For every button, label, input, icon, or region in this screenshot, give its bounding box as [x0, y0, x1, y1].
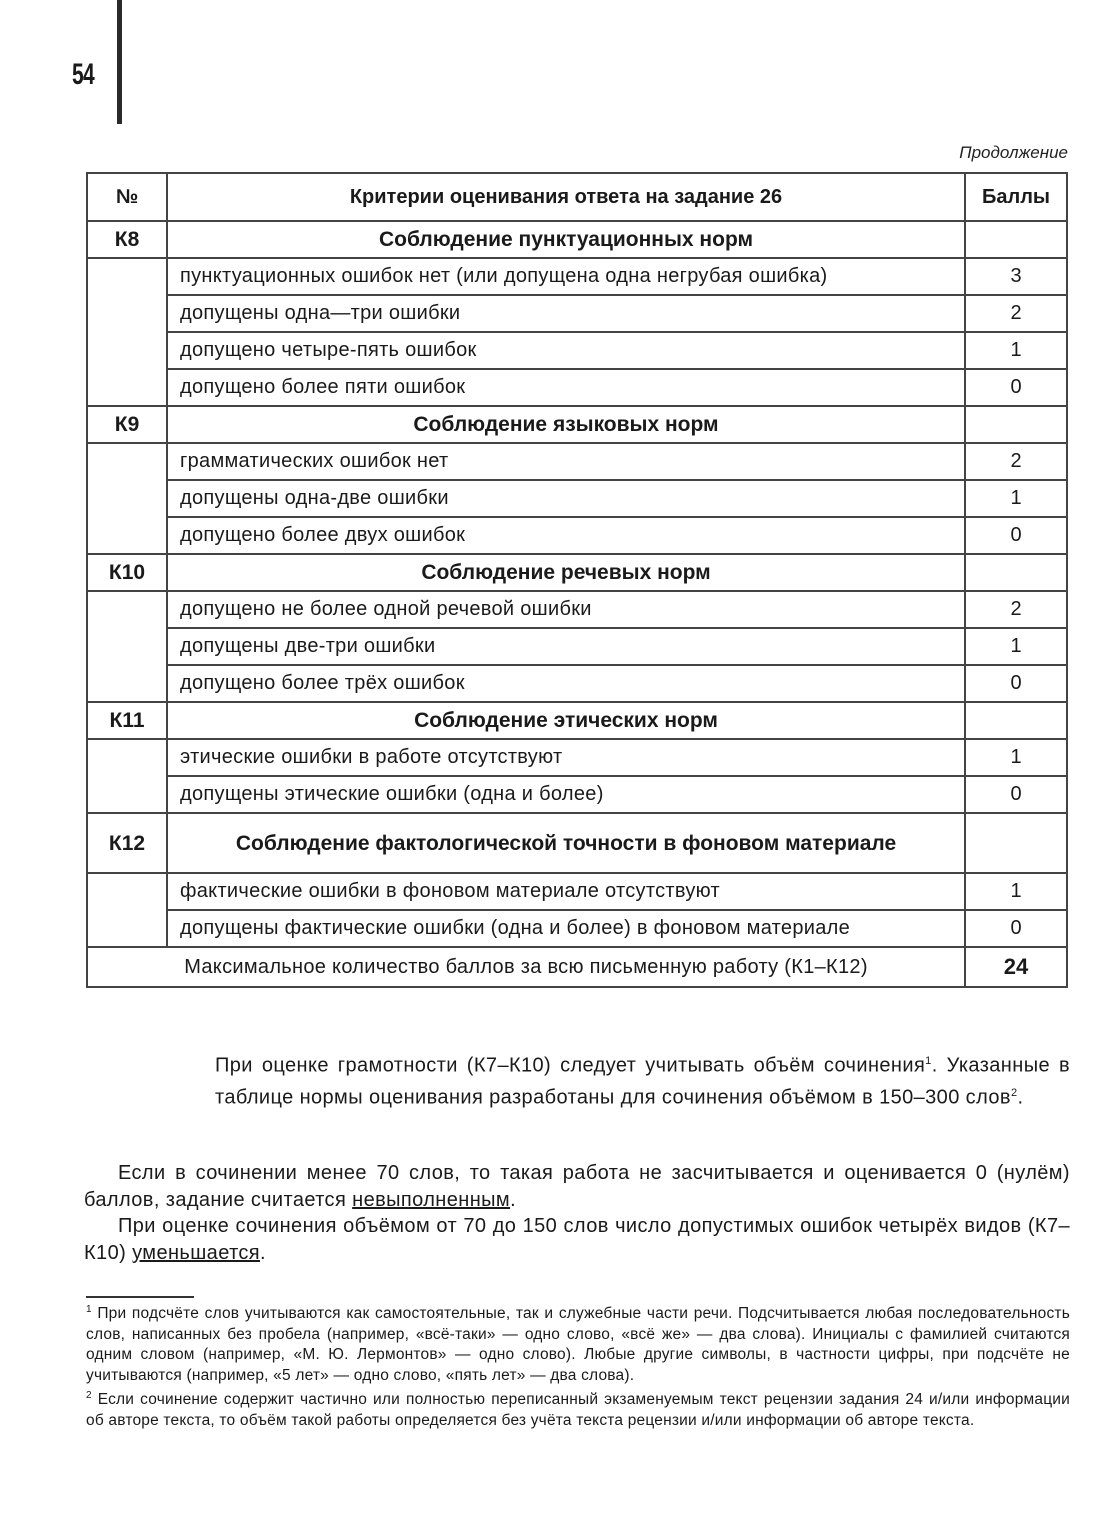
criterion-points: 0 — [965, 517, 1067, 554]
criterion-points: 2 — [965, 295, 1067, 332]
criterion-description: фактические ошибки в фоновом материале отсутствуют — [167, 873, 965, 910]
criterion-points: 0 — [965, 369, 1067, 406]
criterion-points: 1 — [965, 873, 1067, 910]
criterion-points-empty — [965, 406, 1067, 443]
criterion-points-empty — [965, 813, 1067, 873]
margin-rule — [117, 0, 122, 124]
criterion-points: 0 — [965, 910, 1067, 947]
criterion-points: 2 — [965, 591, 1067, 628]
header-num: № — [87, 173, 167, 221]
paragraph-short-essay: При оценке сочинения объёмом от 70 до 150 слов число допустимых ошибок четырёх видов (К7–К10) уменьшается. — [84, 1215, 1070, 1264]
criterion-points: 1 — [965, 480, 1067, 517]
empty-num-cell — [87, 591, 167, 702]
criterion-points: 0 — [965, 665, 1067, 702]
table-row — [87, 628, 1067, 665]
criterion-code: К9 — [87, 406, 167, 443]
criterion-description: допущено более пяти ошибок — [167, 369, 965, 406]
criteria-table — [86, 172, 1068, 988]
continuation-label: Продолжение — [959, 143, 1068, 162]
footnote-divider — [86, 1296, 194, 1298]
criterion-description: допущены две-три ошибки — [167, 628, 965, 665]
empty-num-cell — [87, 443, 167, 554]
criterion-header-row — [87, 813, 1067, 873]
criterion-description: допущены одна-две ошибки — [167, 480, 965, 517]
table-row — [87, 665, 1067, 702]
criterion-points: 1 — [965, 332, 1067, 369]
criterion-description: допущено более трёх ошибок — [167, 665, 965, 702]
table-row — [87, 776, 1067, 813]
criterion-points: 1 — [965, 739, 1067, 776]
criterion-points-empty — [965, 554, 1067, 591]
table-row — [87, 910, 1067, 947]
footnote-2: $^2$ Если сочинение содержит частично или полностью переписанный экзаменуемым текст рецензии задания 24 и/или информации об авторе текста, то объём такой работы определяется без учёта текста рецензии и/или информации об авторе текста. — [86, 1390, 1070, 1429]
criterion-points: 3 — [965, 258, 1067, 295]
criterion-description: допущены одна—три ошибки — [167, 295, 965, 332]
criterion-code: К10 — [87, 554, 167, 591]
header-points: Баллы — [965, 173, 1067, 221]
total-row — [87, 947, 1067, 987]
criterion-points-empty — [965, 221, 1067, 258]
table-row — [87, 873, 1067, 910]
table-row — [87, 258, 1067, 295]
criterion-code: К8 — [87, 221, 167, 258]
paragraph-min-words: Если в сочинении менее 70 слов, то такая работа не засчитывается и оценивается 0 (нулём) баллов, задание считается невыполненным. — [84, 1162, 1070, 1211]
criterion-title: Соблюдение этических норм — [167, 702, 965, 739]
table-row — [87, 517, 1067, 554]
total-label: Максимальное количество баллов за всю письменную работу (К1–К12) — [87, 947, 965, 987]
criterion-description: допущены этические ошибки (одна и более) — [167, 776, 965, 813]
table-row — [87, 369, 1067, 406]
criterion-description: пунктуационных ошибок нет (или допущена одна негрубая ошибка) — [167, 258, 965, 295]
criterion-code: К12 — [87, 813, 167, 873]
criterion-header-row — [87, 702, 1067, 739]
criterion-header-row — [87, 406, 1067, 443]
criterion-points-empty — [965, 702, 1067, 739]
table-row — [87, 443, 1067, 480]
table-row — [87, 591, 1067, 628]
criterion-title: Соблюдение пунктуационных норм — [167, 221, 965, 258]
criterion-header-row — [87, 554, 1067, 591]
criterion-points: 0 — [965, 776, 1067, 813]
criterion-description: допущено четыре-пять ошибок — [167, 332, 965, 369]
header-criteria: Критерии оценивания ответа на задание 26 — [167, 173, 965, 221]
criterion-description: этические ошибки в работе отсутствуют — [167, 739, 965, 776]
criterion-code: К11 — [87, 702, 167, 739]
footnotes — [86, 1300, 1070, 1431]
criterion-description: грамматических ошибок нет — [167, 443, 965, 480]
grammar-note: При оценке грамотности (К7–К10) следует учитывать объём сочинения$^1$. Указанные в таблице нормы оценивания разработаны для сочинения объёмом в 150–300 слов$^2$. — [215, 1054, 1070, 1109]
criterion-points: 2 — [965, 443, 1067, 480]
criterion-title: Соблюдение фактологической точности в фоновом материале — [167, 813, 965, 873]
empty-num-cell — [87, 258, 167, 406]
page-number: 54 — [72, 58, 94, 91]
criterion-header-row — [87, 221, 1067, 258]
empty-num-cell — [87, 873, 167, 947]
table-row — [87, 295, 1067, 332]
empty-num-cell — [87, 739, 167, 813]
criterion-title: Соблюдение языковых норм — [167, 406, 965, 443]
criterion-description: допущено не более одной речевой ошибки — [167, 591, 965, 628]
criterion-description: допущены фактические ошибки (одна и более) в фоновом материале — [167, 910, 965, 947]
table-row — [87, 739, 1067, 776]
criterion-title: Соблюдение речевых норм — [167, 554, 965, 591]
table-row — [87, 332, 1067, 369]
table-row — [87, 480, 1067, 517]
total-points: 24 — [965, 947, 1067, 987]
criterion-points: 1 — [965, 628, 1067, 665]
footnote-1: $^1$ При подсчёте слов учитываются как самостоятельные, так и служебные части речи. Подсчитывается любая последовательность слов, написанных без пробела (например, «всё-таки» — одно слово, «всё же» — два слова). Инициалы с фамилией считаются одним словом (например, «М. Ю. Лермонтов» — одно слово). Любые другие символы, в частности цифры, при подсчёте не учитываются (например, «5 лет» — одно слово, «пять лет» — два слова). — [86, 1304, 1070, 1384]
criterion-description: допущено более двух ошибок — [167, 517, 965, 554]
table-header-row — [87, 173, 1067, 221]
